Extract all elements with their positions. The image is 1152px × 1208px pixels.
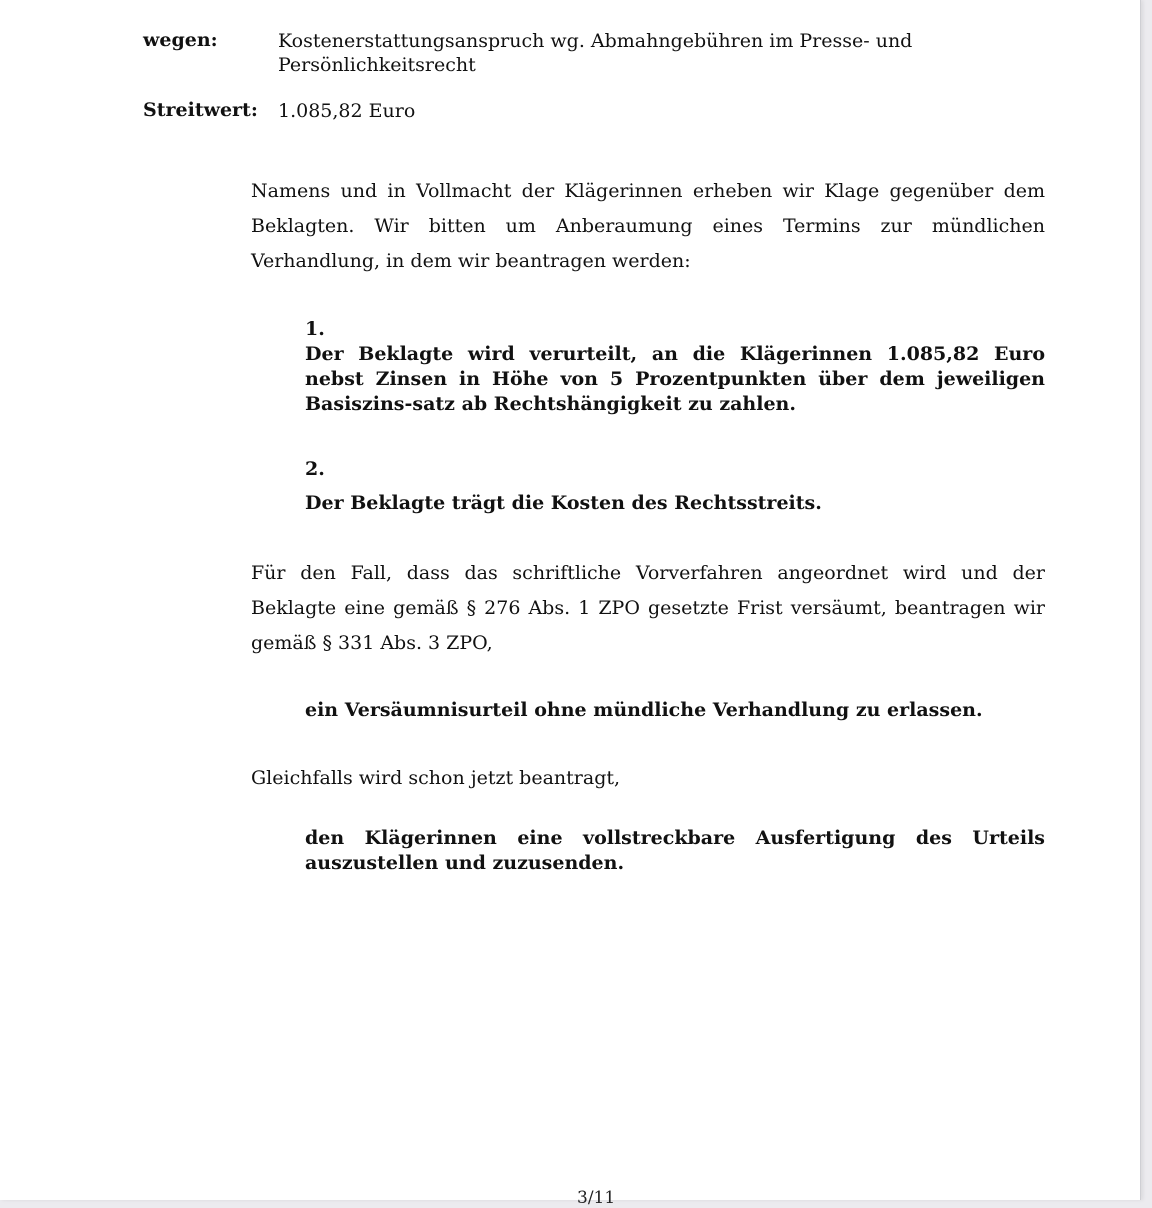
wegen-label: wegen: [143, 29, 218, 51]
page-number: 3/11 [577, 1188, 616, 1208]
intro-paragraph: Namens und in Vollmacht der Klägerinnen erheben wir Klage gegenüber dem Beklagten. Wir bitten um Anberaumung eines Termins zur mündlichen Verhandlung, in dem wir beantragen werden: [251, 180, 1045, 272]
wegen-text-line2: Persönlichkeitsrecht [278, 54, 476, 76]
streitwert-label: Streitwert: [143, 99, 258, 121]
also-motion: den Klägerinnen eine vollstreckbare Ausfertigung des Urteils auszustellen und zuzusenden. [305, 827, 1045, 874]
motion-1-number: 1. [305, 318, 325, 340]
wegen-text-line1: Kostenerstattungsanspruch wg. Abmahngebühren im Presse- und [278, 30, 913, 52]
motion-2-number: 2. [305, 458, 325, 480]
also-paragraph: Gleichfalls wird schon jetzt beantragt, [251, 767, 621, 789]
default-paragraph: Für den Fall, dass das schriftliche Vorverfahren angeordnet wird und der Beklagte eine gemäß § 276 Abs. 1 ZPO gesetzte Frist versäumt, beantragen wir gemäß § 331 Abs. 3 ZPO, [251, 562, 1045, 654]
motion-1-text: Der Beklagte wird verurteilt, an die Klägerinnen 1.085,82 Euro nebst Zinsen in Höhe von 5 Prozentpunkten über dem jeweiligen Basiszins-satz ab Rechtshängigkeit zu zahlen. [305, 343, 1045, 415]
motion-2-text: Der Beklagte trägt die Kosten des Rechtsstreits. [305, 492, 822, 514]
default-motion: ein Versäumnisurteil ohne mündliche Verhandlung zu erlassen. [305, 699, 983, 721]
streitwert-value: 1.085,82 Euro [278, 100, 416, 122]
wegen-text [278, 29, 998, 77]
